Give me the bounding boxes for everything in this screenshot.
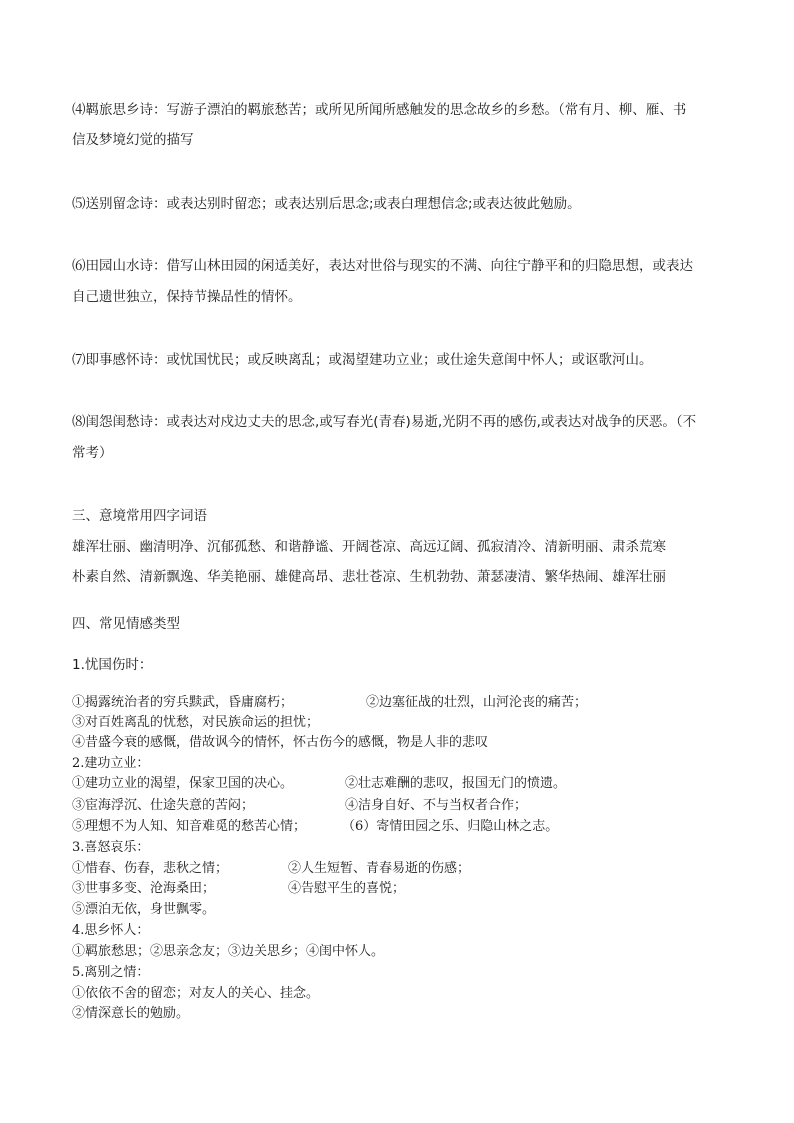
poem-type-4-line-2: 信及梦境幻觉的描写 (72, 132, 194, 148)
emotion-3-item-1: ①惜春、伤春，悲秋之情； (72, 861, 229, 876)
mood-words-line-1: 雄浑壮丽、幽清明净、沉郁孤愁、和谐静谧、开阔苍凉、高远辽阔、孤寂清冷、清新明丽、肃杀荒寒 (72, 539, 666, 555)
mood-words-line-2: 朴素自然、清新飘逸、华美艳丽、雄健高昂、悲壮苍凉、生机勃勃、萧瑟凄清、繁华热闹、雄浑壮丽 (72, 569, 666, 585)
emotion-1-item-2: ②边塞征战的壮烈，山河沦丧的痛苦； (366, 695, 588, 710)
section-4-heading: 四、常见情感类型 (72, 616, 180, 632)
emotion-5-heading: 5.离别之情： (72, 965, 150, 980)
poem-type-6-line-1: ⑹田园山水诗：借写山林田园的闲适美好，表达对世俗与现实的不满、向往宁静平和的归隐思想，或表达 (72, 258, 693, 274)
poem-type-5: ⑸送别留念诗：或表达别时留恋；或表达别后思念;或表白理想信念;或表达彼此勉励。 (72, 196, 581, 212)
emotion-2-item-5: ⑤理想不为人知、知音难觅的愁苦心情； (72, 819, 307, 834)
emotion-1-item-4: ④昔盛今衰的感慨，借故讽今的情怀，怀古伤今的感慨，物是人非的悲叹 (72, 735, 489, 750)
emotion-2-heading: 2.建功立业： (72, 756, 150, 771)
emotion-3-item-2: ②人生短暂、青春易逝的伤感； (288, 861, 471, 876)
emotion-2-item-3: ③宦海浮沉、仕途失意的苦闷； (72, 798, 255, 813)
emotion-5-item-1: ①依依不舍的留恋；对友人的关心、挂念。 (72, 986, 320, 1001)
poem-type-8-line-1: ⑻闺怨闺愁诗：或表达对戍边丈夫的思念,或写春光(青春)易逝,光阴不再的感伤,或表达对战争的厌恶。（不 (72, 414, 697, 430)
emotion-1-item-3: ③对百姓离乱的忧愁，对民族命运的担忧； (72, 715, 320, 730)
section-3-heading: 三、意境常用四字词语 (72, 508, 207, 524)
emotion-3-item-5: ⑤漂泊无依，身世飘零。 (72, 902, 216, 917)
emotion-2-item-2: ②壮志难酬的悲叹，报国无门的愤遗。 (345, 776, 567, 791)
emotion-4-items: ①羁旅愁思；②思亲念友；③边关思乡；④闺中怀人。 (72, 944, 385, 959)
emotion-2-item-1: ①建功立业的渴望，保家卫国的决心。 (72, 776, 294, 791)
emotion-2-item-6: （6）寄情田园之乐、归隐山林之志。 (342, 819, 559, 834)
emotion-3-item-4: ④告慰平生的喜悦； (288, 881, 406, 896)
emotion-2-item-4: ④洁身自好、不与当权者合作； (345, 798, 528, 813)
poem-type-4-line-1: ⑷羁旅思乡诗：写游子漂泊的羁旅愁苦；或所见所闻所感触发的思念故乡的乡愁。（常有月、柳、雁、书 (72, 102, 687, 118)
emotion-1-item-1: ①揭露统治者的穷兵黩武，昏庸腐朽； (72, 695, 294, 710)
poem-type-8-line-2: 常考） (72, 445, 113, 461)
emotion-4-heading: 4.思乡怀人： (72, 923, 150, 938)
emotion-3-item-3: ③世事多变、沧海桑田； (72, 881, 216, 896)
poem-type-6-line-2: 自己遗世独立，保持节操品性的情怀。 (72, 289, 302, 305)
poem-type-7: ⑺即事感怀诗：或忧国忧民；或反映离乱；或渴望建功立业；或仕途失意闺中怀人；或讴歌河山。 (72, 352, 653, 368)
emotion-1-heading: 1.忧国伤时： (72, 657, 153, 673)
emotion-5-item-2: ②情深意长的勉励。 (72, 1006, 190, 1021)
emotion-3-heading: 3.喜怒哀乐： (72, 840, 150, 855)
